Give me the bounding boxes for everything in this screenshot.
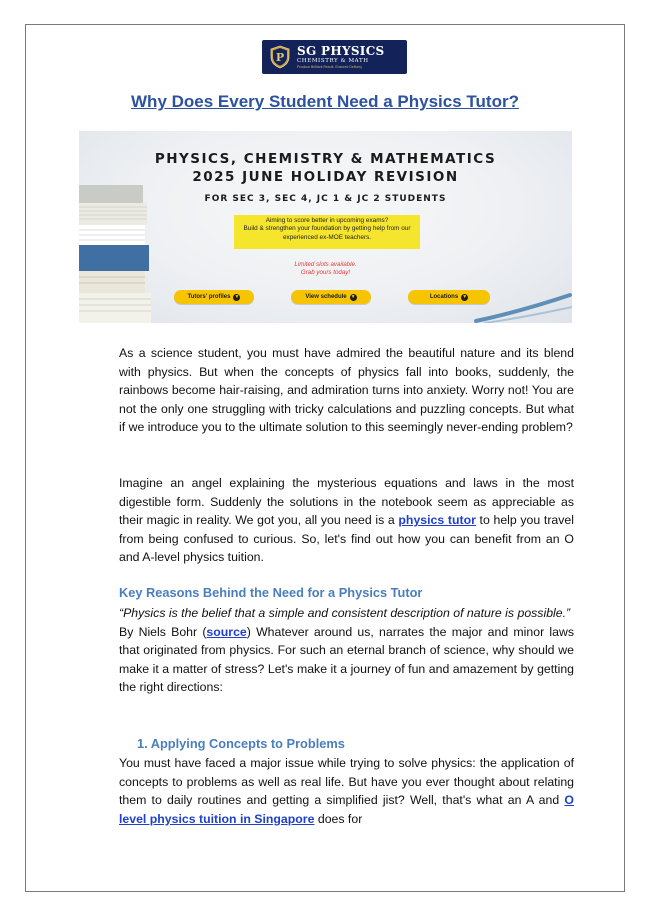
banner-grab-today: Grab yours today!: [300, 269, 351, 276]
o-level-tuition-link[interactable]: O level physics tuition in Singapore: [119, 793, 574, 826]
physics-tutor-link[interactable]: physics tutor: [398, 513, 476, 528]
chevron-down-icon: ▼: [234, 293, 240, 300]
paragraph-angel: [119, 474, 574, 567]
banner-audience: FOR SEC 3, SEC 4, JC 1 & JC 2 STUDENTS: [204, 194, 447, 204]
locations-button[interactable]: [408, 290, 490, 304]
paragraph-applying-text-b: does for: [314, 811, 363, 826]
view-schedule-label: View schedule: [305, 294, 347, 300]
quote-and-bohr-paragraph: [119, 604, 574, 697]
paragraph-bohr-text-b: ) Whatever around us, narrates the major and minor laws that originated from physics. For such an eternal branch of science, why should we make it a matter of stress? Let's make it a journey of fun and amazement by getting the right directions:: [119, 624, 574, 695]
banner-message-3: experienced ex-MOE teachers.: [282, 233, 372, 241]
svg-text:P: P: [275, 51, 285, 64]
paragraph-intro: As a science student, you must have admired the beautiful nature and its blend with physics. But when the concepts of physics fall into books, suddenly, the rainbows become hair-raising, and admiration turns into anxiety. Worry not! You are not the only one struggling with tricky calculations and puzzling concepts. But what if we introduce you to the ultimate solution to this seemingly never-ending problem?: [119, 346, 574, 435]
logo-tagline: Produce Brilliant Result, Ensured Delivery: [297, 65, 362, 69]
tutors-profiles-button[interactable]: [174, 290, 254, 304]
paragraph-applying-concepts: [119, 754, 574, 828]
section-heading-applying-concepts: 1. Applying Concepts to Problems: [137, 736, 345, 751]
pen-illustration: [474, 281, 572, 323]
banner-message-2: Build & strengthen your foundation by getting help from our: [243, 225, 411, 233]
bohr-quote: “Physics is the belief that a simple and consistent description of nature is possible.”: [119, 606, 571, 620]
sg-physics-logo[interactable]: [262, 40, 407, 74]
logo-name: SG PHYSICS: [297, 43, 385, 58]
section-heading-key-reasons: Key Reasons Behind the Need for a Physics Tutor: [119, 585, 423, 600]
banner-message-box: [234, 215, 420, 249]
logo-subtitle: CHEMISTRY & MATH: [297, 57, 369, 64]
chevron-down-icon: ▼: [462, 293, 468, 300]
source-link[interactable]: source: [206, 624, 247, 639]
paragraph-bohr-text-a: By Niels Bohr (: [119, 624, 207, 639]
article-title: Why Does Every Student Need a Physics Tutor?: [131, 92, 519, 111]
shield-icon: [270, 45, 290, 69]
view-schedule-button[interactable]: [291, 290, 371, 304]
paragraph-applying-text-a: You must have faced a major issue while trying to solve physics: the application of concepts to problems as well as real life. But have you ever thought about relating them to daily routines and getting a simplified jist? Well, that's what an A and: [119, 756, 574, 808]
banner-message-1: Aiming to score better in upcoming exams?: [265, 217, 389, 224]
promo-banner[interactable]: [79, 131, 572, 323]
paragraph-angel-text-a: Imagine an angel explaining the mysterious equations and laws in the most digestible form. Suddenly the solutions in the notebook seem as appreciable as their magic in reality. We got you, all you need is a: [119, 476, 574, 528]
banner-headline-1: PHYSICS, CHEMISTRY & MATHEMATICS: [154, 151, 497, 167]
tutors-profiles-label: Tutors' profiles: [187, 294, 231, 300]
locations-label: Locations: [429, 294, 459, 300]
chevron-down-icon: ▼: [350, 293, 356, 300]
banner-headline-2: 2025 JUNE HOLIDAY REVISION: [192, 169, 459, 185]
paragraph-angel-text-b: to help you travel from being confused to curious. So, let's find out how you can benefit from an O and A-level physics tuition.: [119, 513, 574, 565]
banner-limited-slots: Limited slots available.: [294, 261, 357, 268]
